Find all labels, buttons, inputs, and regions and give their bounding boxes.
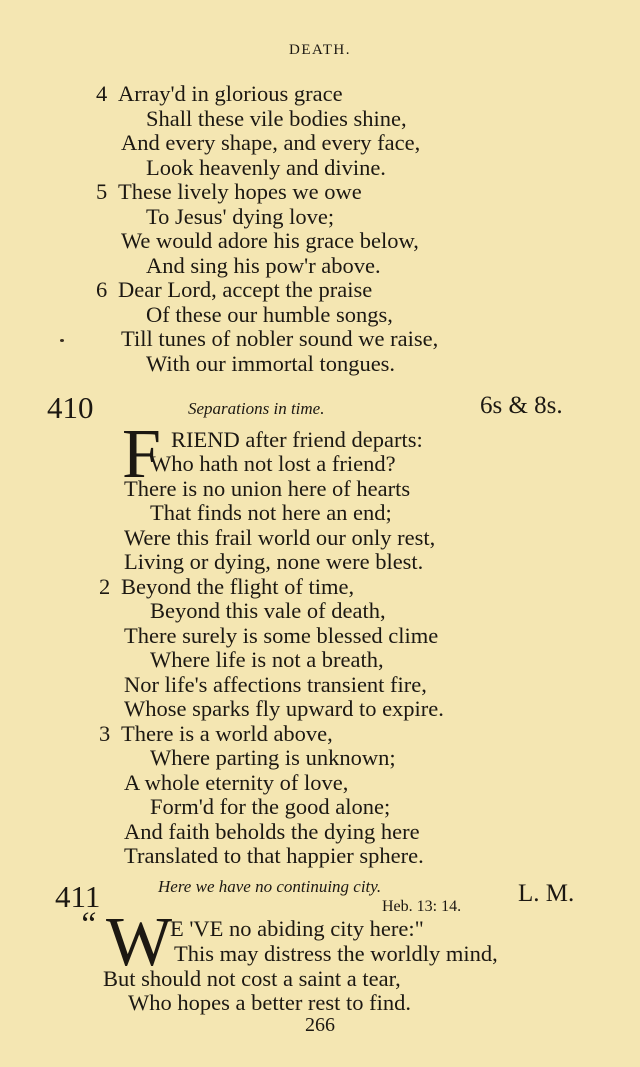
verse-line bbox=[146, 254, 381, 278]
hymn-410-drop-cap: F bbox=[122, 416, 161, 493]
verse-text: Beyond this vale of death, bbox=[150, 598, 386, 623]
verse-line bbox=[150, 648, 384, 672]
verse-text: Where parting is unknown; bbox=[150, 745, 396, 770]
verse-number: 6 bbox=[96, 277, 108, 302]
verse-text: Of these our humble songs, bbox=[146, 301, 393, 327]
verse-text: Who hath not lost a friend? bbox=[150, 451, 396, 476]
hymn-410-title: Separations in time. bbox=[188, 399, 325, 418]
verse-line bbox=[124, 820, 420, 844]
verse-text: Living or dying, none were blest. bbox=[124, 549, 424, 574]
hymn-411-first-line: E 'VE no abiding city here:" bbox=[170, 916, 424, 941]
verse-line bbox=[124, 624, 438, 648]
hymn-410-meter: 6s & 8s. bbox=[480, 392, 563, 419]
verse-text: Beyond the flight of time, bbox=[121, 573, 355, 599]
verse-line bbox=[146, 156, 386, 180]
verse-line bbox=[96, 180, 362, 204]
hymn-411-open-quote: “ bbox=[78, 906, 97, 943]
verse-number: 2 bbox=[99, 573, 111, 599]
verse-text: Where life is not a breath, bbox=[150, 647, 384, 672]
verse-line bbox=[150, 795, 390, 819]
verse-text: Nor life's affections transient fire, bbox=[124, 671, 427, 697]
verse-line bbox=[146, 303, 393, 327]
verse-line bbox=[124, 526, 435, 550]
verse-line bbox=[124, 771, 348, 795]
verse-line bbox=[146, 205, 334, 229]
print-speck bbox=[60, 339, 64, 342]
verse-line bbox=[121, 327, 438, 351]
verse-line bbox=[150, 746, 396, 770]
hymn-411-number: 411 bbox=[55, 879, 101, 914]
verse-text: Whose sparks fly upward to expire. bbox=[124, 696, 444, 721]
verse-text: Shall these vile bodies shine, bbox=[146, 105, 407, 131]
verse-text: There is a world above, bbox=[121, 720, 333, 746]
verse-text: Look heavenly and divine. bbox=[146, 154, 386, 180]
verse-line bbox=[174, 942, 498, 966]
verse-line bbox=[128, 991, 411, 1015]
verse-line bbox=[121, 229, 419, 253]
verse-text: That finds not here an end; bbox=[150, 500, 392, 525]
verse-text: Were this frail world our only rest, bbox=[124, 524, 436, 550]
verse-text: But should not cost a saint a tear, bbox=[103, 965, 401, 991]
verse-line bbox=[99, 575, 354, 599]
page-header: DEATH. bbox=[289, 42, 351, 58]
verse-text: Dear Lord, accept the praise bbox=[118, 277, 373, 302]
hymn-410-number: 410 bbox=[47, 390, 94, 425]
verse-text: And every shape, and every face, bbox=[121, 130, 421, 155]
hymn-411-scripture-reference: Heb. 13: 14. bbox=[382, 898, 462, 915]
verse-line bbox=[124, 550, 423, 574]
hymn-410-first-line: RIEND after friend departs: bbox=[171, 427, 423, 452]
page-number: 266 bbox=[305, 1014, 335, 1036]
verse-text: There surely is some blessed clime bbox=[124, 622, 439, 648]
verse-line bbox=[96, 278, 372, 302]
verse-line bbox=[96, 82, 343, 106]
verse-line bbox=[124, 844, 424, 868]
verse-text: Who hopes a better rest to find. bbox=[128, 990, 412, 1015]
verse-text: We would adore his grace below, bbox=[121, 228, 419, 253]
verse-number: 3 bbox=[99, 720, 111, 746]
verse-text: These lively hopes we owe bbox=[118, 179, 362, 204]
verse-line bbox=[124, 673, 427, 697]
verse-text: A whole eternity of love, bbox=[124, 769, 349, 795]
verse-line bbox=[99, 722, 333, 746]
verse-text: Till tunes of nobler sound we raise, bbox=[121, 326, 439, 351]
hymn-411-meter: L. M. bbox=[518, 880, 575, 907]
verse-number: 4 bbox=[96, 81, 108, 106]
verse-line bbox=[146, 107, 407, 131]
hymn-411-drop-cap: W bbox=[106, 904, 173, 981]
verse-text: To Jesus' dying love; bbox=[146, 203, 335, 229]
verse-text: With our immortal tongues. bbox=[146, 350, 396, 376]
verse-line bbox=[124, 477, 410, 501]
verse-line bbox=[121, 131, 420, 155]
verse-text: Translated to that happier sphere. bbox=[124, 843, 424, 868]
verse-text: Array'd in glorious grace bbox=[118, 81, 343, 106]
verse-line bbox=[150, 501, 392, 525]
verse-text: And sing his pow'r above. bbox=[146, 252, 381, 278]
verse-line bbox=[150, 452, 396, 476]
verse-line bbox=[124, 697, 444, 721]
verse-line bbox=[146, 352, 395, 376]
verse-text: This may distress the worldly mind, bbox=[174, 941, 498, 966]
verse-text: And faith beholds the dying here bbox=[124, 818, 420, 844]
hymn-411-title: Here we have no continuing city. bbox=[158, 877, 382, 896]
verse-text: Form'd for the good alone; bbox=[150, 794, 391, 819]
verse-line bbox=[103, 967, 401, 991]
verse-line bbox=[150, 599, 386, 623]
verse-text: There is no union here of hearts bbox=[124, 475, 411, 501]
verse-number: 5 bbox=[96, 179, 108, 204]
